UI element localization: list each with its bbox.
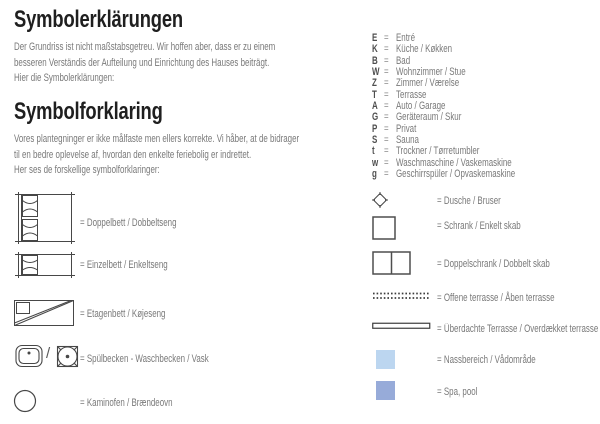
letter-row — [372, 157, 515, 168]
letter-key: g — [372, 168, 377, 181]
letter-key: T — [372, 88, 377, 101]
symbol-label-double-cabinet: = Doppelschrank / Dobbelt skab — [437, 258, 550, 270]
letter-label: Sauna — [396, 134, 419, 147]
letter-row — [372, 168, 515, 179]
double-bed-icon — [15, 192, 75, 244]
letter-row — [372, 77, 515, 88]
symbol-label-spa-pool: = Spa, pool — [437, 386, 478, 398]
letter-key: Z — [372, 77, 377, 90]
symbol-label-bunk-bed: = Etagenbett / Køjeseng — [80, 308, 166, 320]
letter-key: S — [372, 134, 378, 147]
wood-stove-icon — [13, 389, 37, 413]
letter-legend — [372, 32, 515, 179]
letter-row — [372, 100, 515, 111]
covered-terrace-icon — [372, 322, 431, 330]
letter-key: A — [372, 100, 378, 113]
letter-key: t — [372, 145, 375, 158]
intro-line: til en bedre oplevelse af, hvordan den enkelte feriebolig er indrettet. — [14, 148, 252, 161]
letter-label: Bad — [396, 54, 411, 67]
letter-row — [372, 145, 515, 156]
symbol-label-wood-stove: = Kaminofen / Brændeovn — [80, 397, 173, 409]
symbol-label-open-terrace: = Offene terrasse / Åben terrasse — [437, 292, 555, 304]
intro-line: Her ses de forskellige symbolforklaringer: — [14, 164, 160, 177]
symbol-label-shower: = Dusche / Bruser — [437, 195, 501, 207]
letter-row — [372, 111, 515, 122]
letter-key: B — [372, 54, 378, 67]
page-title-german: Symbolerklärungen — [14, 6, 184, 33]
open-terrace-icon — [372, 291, 431, 301]
symbol-label-double-bed: = Doppelbett / Dobbeltseng — [80, 217, 177, 229]
symbol-label-single-bed: = Einzelbett / Enkeltseng — [80, 259, 168, 271]
equals-sign: = — [384, 77, 389, 90]
symbol-label-sink: = Spülbecken - Waschbecken / Vask — [80, 353, 209, 365]
symbol-label-covered-terrace: = Überdachte Terrasse / Overdækket terrasse — [437, 323, 599, 335]
letter-label: Auto / Garage — [396, 100, 446, 113]
basin-round-icon — [56, 345, 79, 368]
intro-line: Hier die Symbolerklärungen: — [14, 72, 115, 85]
letter-row — [372, 89, 515, 100]
equals-sign: = — [384, 111, 389, 124]
equals-sign: = — [384, 100, 389, 113]
intro-line: besseren Verständis der Aufteilung und Einrichtung des Hauses beiträgt. — [14, 56, 270, 69]
single-cabinet-icon — [372, 216, 396, 240]
letter-label: Privat — [396, 122, 417, 135]
equals-sign: = — [384, 54, 389, 67]
page-title-danish: Symbolforklaring — [14, 98, 163, 125]
letter-label: Geräteraum / Skur — [396, 111, 462, 124]
equals-sign: = — [384, 66, 389, 79]
intro-paragraph-german — [14, 40, 275, 87]
letter-label: Waschmaschine / Vaskemaskine — [396, 156, 512, 169]
equals-sign: = — [384, 122, 389, 135]
letter-key: w — [372, 156, 379, 169]
intro-line: Vores plantegninger er ikke målfaste men ellers korrekte. Vi håber, at de bidrager — [14, 133, 300, 145]
letter-label: Küche / Køkken — [396, 43, 453, 56]
equals-sign: = — [384, 145, 389, 158]
double-cabinet-icon — [372, 251, 411, 275]
letter-label: Geschirrspüler / Opvaskemaskine — [396, 168, 516, 181]
letter-key: P — [372, 122, 378, 135]
equals-sign: = — [384, 168, 389, 181]
letter-key: E — [372, 32, 378, 44]
intro-line: Der Grundriss ist nicht maßstabsgetreu. Wir hoffen aber, dass er zu einem — [14, 41, 276, 53]
letter-row — [372, 123, 515, 134]
letter-label: Trockner / Tørretumbler — [396, 145, 480, 158]
letter-row — [372, 66, 515, 77]
equals-sign: = — [384, 156, 389, 169]
letter-label: Terrasse — [396, 88, 427, 101]
equals-sign: = — [384, 134, 389, 147]
letter-label: Zimmer / Værelse — [396, 77, 460, 90]
shower-icon — [372, 192, 388, 208]
equals-sign: = — [384, 32, 389, 44]
symbol-label-wet-area: = Nassbereich / Vådområde — [437, 354, 536, 366]
letter-key: G — [372, 111, 379, 124]
wet-area-icon — [376, 350, 395, 369]
equals-sign: = — [384, 43, 389, 56]
letter-label: Entré — [396, 32, 415, 44]
bunk-bed-icon — [13, 298, 75, 328]
sink-rounded-icon — [15, 344, 43, 368]
sink-separator: / — [46, 345, 51, 362]
letter-row — [372, 55, 515, 66]
letter-row — [372, 43, 515, 54]
letter-label: Wohnzimmer / Stue — [396, 66, 466, 79]
symbol-label-single-cabinet: = Schrank / Enkelt skab — [437, 220, 521, 232]
intro-paragraph-danish — [14, 132, 299, 179]
letter-key: K — [372, 43, 378, 56]
letter-key: W — [372, 66, 380, 79]
single-bed-icon — [15, 252, 75, 278]
letter-row — [372, 32, 515, 43]
equals-sign: = — [384, 88, 389, 101]
spa-pool-icon — [376, 381, 395, 400]
letter-row — [372, 134, 515, 145]
